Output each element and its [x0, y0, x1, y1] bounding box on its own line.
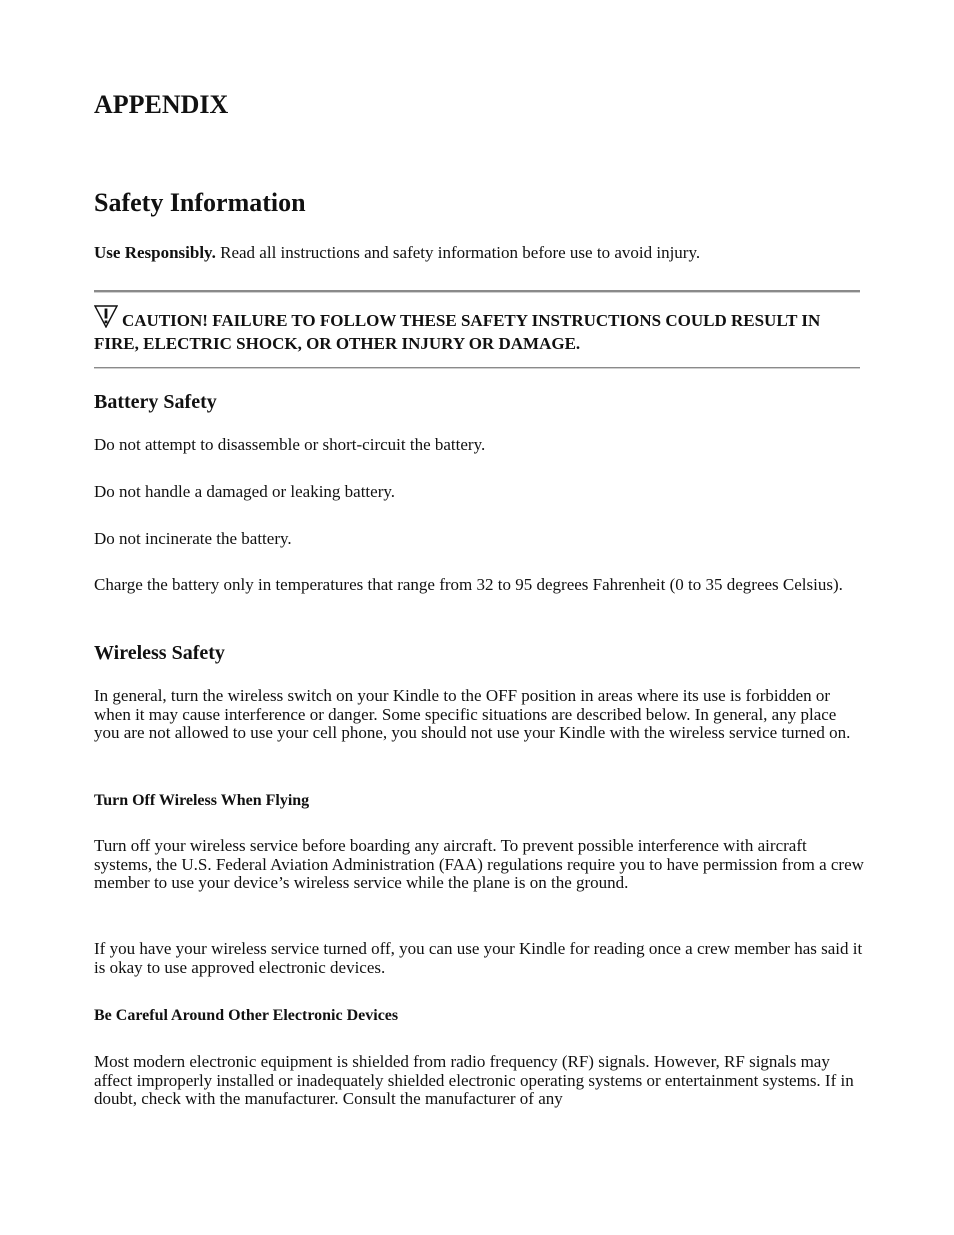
battery-paragraph-4: Charge the battery only in temperatures that range from 32 to 95 degrees Fahrenheit (0 to 35 degrees Celsius). — [94, 575, 843, 594]
warning-icon — [94, 304, 118, 328]
caution-top-rule — [94, 290, 860, 293]
wireless-safety-heading: Wireless Safety — [94, 642, 225, 664]
caution-bottom-rule — [94, 367, 860, 369]
battery-paragraph-2: Do not handle a damaged or leaking battery. — [94, 482, 396, 501]
battery-paragraph-1: Do not attempt to disassemble or short-circuit the battery. — [94, 435, 486, 454]
battery-paragraph-3: Do not incinerate the battery. — [94, 529, 292, 548]
flying-paragraph-1: Turn off your wireless service before boarding any aircraft. To prevent possible interference with aircraft systems, the U.S. Federal Aviation Administration (FAA) regulations require you to have permission from a crew member to use your device’s wireless service while the plane is on the ground. — [94, 836, 864, 892]
flying-heading: Turn Off Wireless When Flying — [94, 792, 310, 809]
battery-safety-heading: Battery Safety — [94, 391, 217, 413]
intro-paragraph — [94, 242, 860, 263]
safety-information-title: Safety Information — [94, 188, 306, 217]
caution-box — [94, 304, 860, 355]
intro-text: Read all instructions and safety information before use to avoid injury. — [215, 243, 701, 262]
devices-paragraph: Most modern electronic equipment is shielded from radio frequency (RF) signals. However, RF signals may affect improperly installed or inadequately shielded electronic operating systems or entertainment systems. If in doubt, check with the manufacturer. Consult the manufacturer of any — [94, 1052, 854, 1108]
appendix-title: APPENDIX — [94, 90, 229, 119]
wireless-paragraph: In general, turn the wireless switch on your Kindle to the OFF position in areas where its use is forbidden or when it may cause interference or danger. Some specific situations are described below. In general, any place you are not allowed to use your cell phone, you should not use your Kindle with the wireless service turned on. — [94, 686, 851, 742]
caution-text: CAUTION! FAILURE TO FOLLOW THESE SAFETY INSTRUCTIONS COULD RESULT IN FIRE, ELECTRIC SHOCK, OR OTHER INJURY OR DAMAGE. — [94, 311, 821, 353]
devices-heading: Be Careful Around Other Electronic Devices — [94, 1007, 399, 1024]
flying-paragraph-2: If you have your wireless service turned off, you can use your Kindle for reading once a crew member has said it is okay to use approved electronic devices. — [94, 939, 863, 977]
intro-lead: Use Responsibly. — [94, 243, 216, 262]
